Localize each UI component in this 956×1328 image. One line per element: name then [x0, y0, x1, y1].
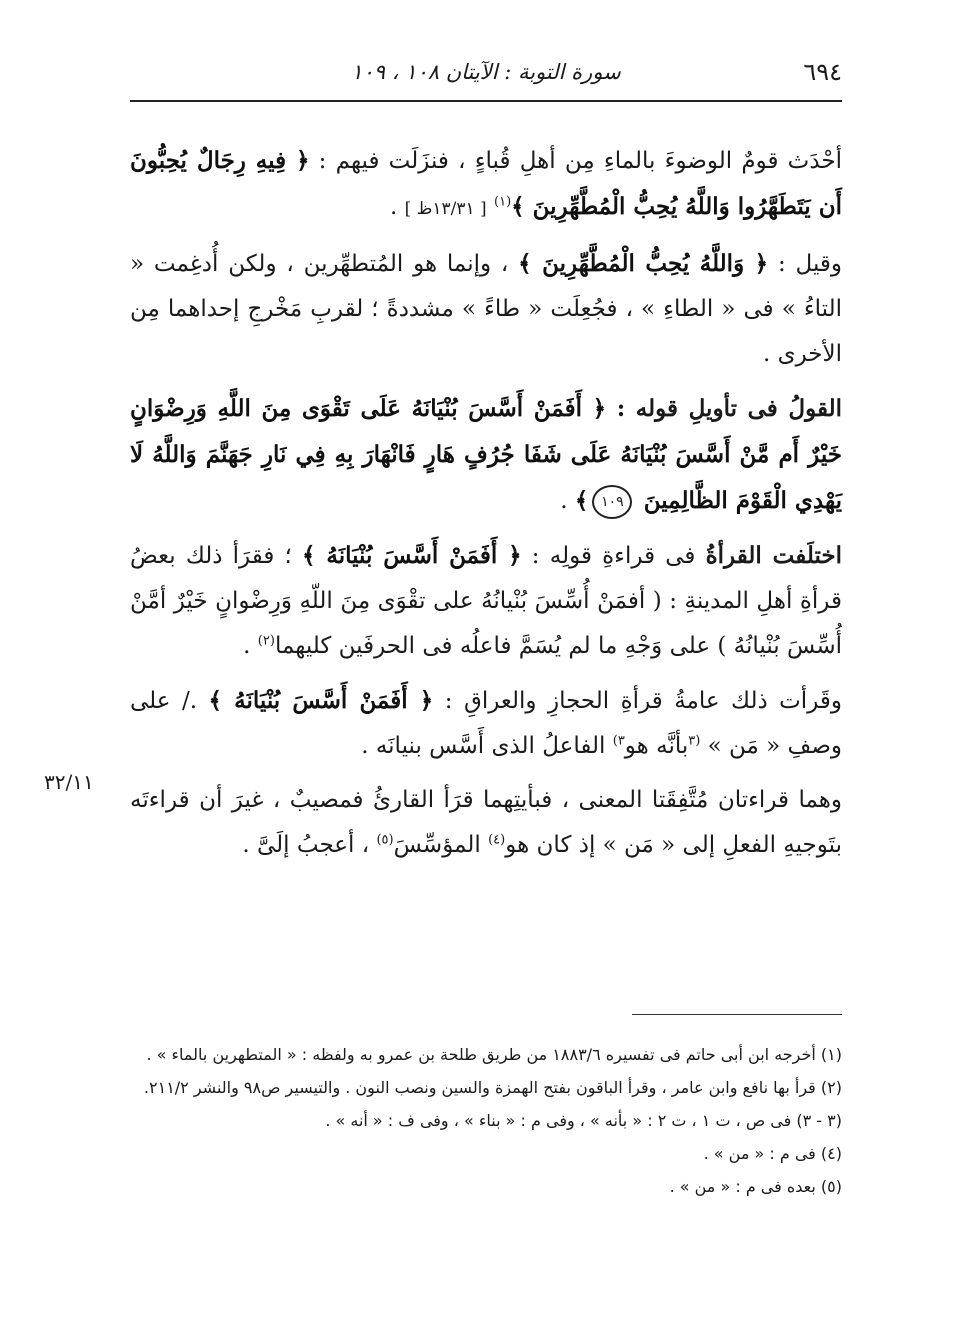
main-text: [130, 138, 842, 877]
paragraph-text: أحْدَث قومٌ الوضوءَ بالماءِ مِن أهلِ قُباءٍ ، فنزَلَت فيهم :: [309, 148, 842, 174]
quran-quote: ﴿ وَاللَّهُ يُحِبُّ الْمُطَّهِّرِينَ ﴾: [518, 250, 769, 277]
paragraph-4: [130, 533, 842, 669]
paragraph-text: المؤسِّسَ: [393, 832, 489, 858]
footnote-marker[interactable]: ٣): [612, 733, 625, 749]
footnote-marker[interactable]: (٢): [257, 633, 275, 649]
manuscript-reference: [ ١٣/٣١ظ ]: [404, 199, 487, 219]
paragraph-end: .: [390, 194, 405, 220]
section-lead: اختلَفت القرأةُ: [705, 542, 842, 569]
running-title: سورة التوبة : الآيتان ١٠٨ ، ١٠٩: [351, 60, 621, 84]
paragraph-end: .: [560, 488, 575, 514]
quran-close: ﴾: [574, 487, 589, 514]
paragraph-2: [130, 241, 842, 377]
paragraph-text: ، وإنما هو المُتطهِّرين ، ولكن أُدغِمت « التاءُ » فى « الطاءِ » ، فجُعِلَت « طاءً » مشددةً ؛ لقربِ مَخْرجِ إحداهما مِن الأخرى .: [130, 251, 842, 367]
footnote-marker[interactable]: (٤): [488, 832, 506, 848]
paragraph-text: الفاعلُ الذى أَسَّس بنيانَه .: [361, 733, 613, 759]
footnote-1: (١) أخرجه ابن أبى حاتم فى تفسيره ١٨٨٣/٦ من طريق طلحة بن عمرو به ولفظه : « المتطهرين بالماء » .: [146, 1045, 842, 1064]
footnote-5: (٥) بعده فى م : « من » .: [669, 1177, 842, 1196]
footnote-3: (٣ - ٣) فى ص ، ت ١ ، ت ٢ : « بأنه » ، وفى م : « بناء » ، وفى ف : « أنه » .: [325, 1111, 842, 1130]
paragraph-text: ./ على وصفِ « مَن »: [130, 688, 842, 759]
paragraph-text: وهما قراءتان مُتَّفِقَتا المعنى ، فبأيتِهما قرَأ القارئُ فمصيبٌ ، غيرَ أن قراءتَه بتَوجيهِ الفعلِ إلى « مَن » إذ كان هو: [130, 787, 842, 858]
quran-quote: ﴿ أَفَمَنْ أَسَّسَ بُنْيَانَهُ ﴾: [208, 687, 434, 714]
ayah-number-mark: ١٠٩: [592, 485, 632, 519]
paragraph-text: وقَرأت ذلك عامةُ قرأةِ الحجازِ والعراقِ :: [433, 688, 842, 714]
footnote-marker[interactable]: (٣: [688, 733, 701, 749]
margin-reference: ٣٢/١١: [44, 770, 94, 794]
footnote-marker[interactable]: (٥): [376, 832, 394, 848]
paragraph-6: [130, 778, 842, 868]
paragraph-end: .: [243, 633, 258, 659]
footnote-marker[interactable]: (١): [494, 194, 512, 210]
page-number: ٦٩٤: [803, 58, 842, 86]
footnote-2: (٢) قرأ بها نافع وابن عامر ، وقرأ الباقون بفتح الهمزة والسين ونصب النون . والتيسير ص٩٨ والنشر ٢١١/٢.: [143, 1078, 842, 1097]
paragraph-1: [130, 138, 842, 232]
footnote-divider: [632, 1014, 842, 1015]
section-heading: القولُ فى تأويلِ قوله :: [606, 395, 842, 422]
paragraph-3: [130, 386, 842, 524]
paragraph-text: وقيل :: [768, 251, 842, 277]
footnote-4: (٤) فى م : « من » .: [703, 1144, 842, 1163]
paragraph-text: بأنَّه هو: [624, 733, 689, 759]
quran-quote: ﴿ فِيهِ رِجَالٌ يُحِبُّونَ أَن يَتَطَهَّرُوا وَاللَّهُ يُحِبُّ الْمُطَّهِّرِينَ ﴾: [130, 147, 842, 220]
paragraph-text: ، أعجبُ إلَىَّ .: [242, 832, 377, 858]
footnotes: [130, 1038, 842, 1203]
paragraph-text: فى قراءةِ قولِه :: [521, 543, 706, 569]
paragraph-text: ؛ فقرَأ ذلك بعضُ قرأةِ أهلِ المدينةِ : ( أفمَنْ أُسِّسَ بُنْيانُهُ على تقْوَى مِنَ اللّهِ وَرِضْوانٍ خَيْرٌ أمَّنْ أُسِّسَ بُنْيانُهُ ) على وَجْهِ ما لم يُسَمَّ فاعلُه فى الحرفَين كليهما: [130, 543, 842, 659]
paragraph-5: [130, 678, 842, 769]
quran-quote: ﴿ أَفَمَنْ أَسَّسَ بُنْيَانَهُ عَلَى تَقْوَى مِنَ اللَّهِ وَرِضْوَانٍ خَيْرٌ أَم مَّنْ أَسَّسَ بُنْيَانَهُ عَلَى شَفَا جُرُفٍ هَارٍ فَانْهَارَ بِهِ فِي نَارِ جَهَنَّمَ وَاللَّهُ لَا يَهْدِي الْقَوْمَ الظَّالِمِينَ: [130, 395, 842, 514]
page-header: [130, 54, 842, 102]
quran-quote: ﴿ أَفَمَنْ أَسَّسَ بُنْيَانَهُ ﴾: [302, 542, 522, 569]
